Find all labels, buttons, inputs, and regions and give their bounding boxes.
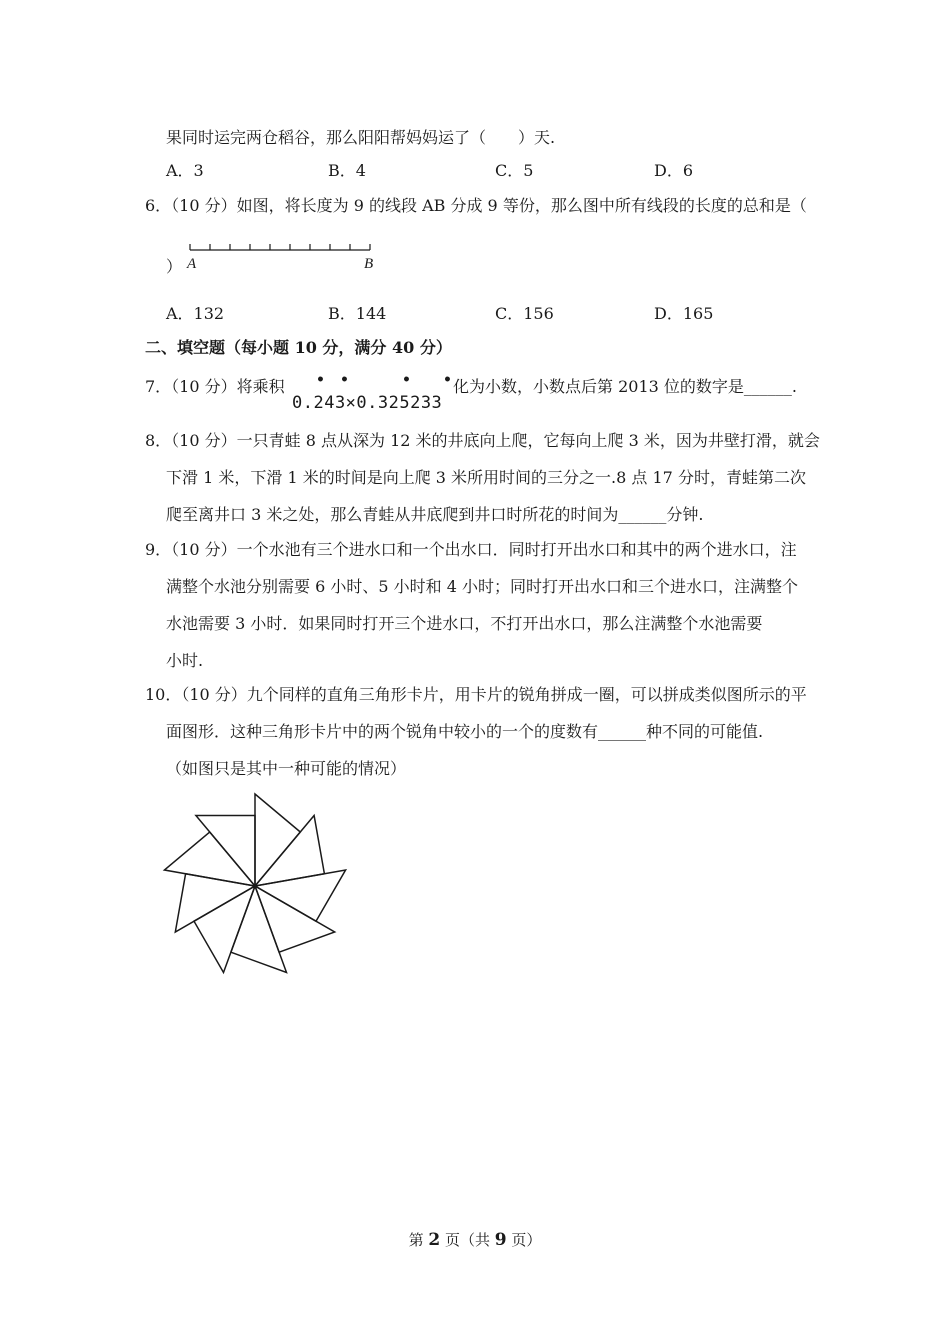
section-2-heading: 二、填空题（每小题 10 分，满分 40 分） <box>145 338 452 357</box>
q5-option-d[interactable]: D．6 <box>654 161 694 180</box>
q7-prefix: 7．（10 分）将乘积 <box>145 377 285 396</box>
pinwheel-triangle <box>194 886 255 973</box>
q6-option-b[interactable]: B．144 <box>328 304 387 323</box>
q6-option-a[interactable]: A．132 <box>166 304 225 323</box>
pinwheel-triangle <box>255 870 346 921</box>
footer-total-pages: 9 <box>494 1230 507 1250</box>
q10-line-1: 10．（10 分）九个同样的直角三角形卡片，用卡片的锐角拼成一圈，可以拼成类似图所示的平 <box>145 685 807 704</box>
repeat-dot: • <box>316 372 325 388</box>
pinwheel-triangle <box>196 816 255 887</box>
q5-option-a[interactable]: A．3 <box>166 161 204 180</box>
q10-line-3: （如图只是其中一种可能的情况） <box>166 759 407 778</box>
q5-option-c[interactable]: C．5 <box>495 161 534 180</box>
pinwheel-figure <box>160 790 360 990</box>
point-a-label: A <box>187 256 197 272</box>
segment-ab-figure <box>185 240 385 274</box>
point-b-label: B <box>364 256 374 272</box>
q7-suffix: 化为小数，小数点后第 2013 位的数字是______. <box>453 377 797 396</box>
q8-line-1: 8．（10 分）一只青蛙 8 点从深为 12 米的井底向上爬，它每向上爬 3 米，因为井壁打滑，就会 <box>145 431 820 450</box>
q10-line-2: 面图形．这种三角形卡片中的两个锐角中较小的一个的度数有______种不同的可能值. <box>166 722 764 741</box>
q5-continuation: 果同时运完两仓稻谷，那么阳阳帮妈妈运了（ ）天. <box>166 128 556 147</box>
pinwheel-triangles <box>164 794 345 973</box>
footer-middle: 页（共 <box>444 1231 490 1249</box>
q6-option-d[interactable]: D．165 <box>654 304 714 323</box>
q9-line-4: 小时. <box>166 651 204 670</box>
q6-option-c[interactable]: C．156 <box>495 304 554 323</box>
repeat-dot: • <box>402 372 411 388</box>
q7-expression: 0.243×0.325233 <box>292 393 443 413</box>
q5-option-b[interactable]: B．4 <box>328 161 366 180</box>
segment-ticks <box>190 244 370 250</box>
footer-page-number: 2 <box>428 1230 441 1250</box>
q6-text: 6．（10 分）如图，将长度为 9 的线段 AB 分成 9 等份，那么图中所有线段的长度的总和是（ <box>145 196 807 215</box>
repeat-dot: • <box>340 372 349 388</box>
repeat-dot: • <box>443 372 452 388</box>
page-footer <box>0 1229 950 1250</box>
footer-suffix: 页） <box>511 1231 542 1249</box>
q9-line-2: 满整个水池分别需要 6 小时、5 小时和 4 小时；同时打开出水口和三个进水口，注满整个 <box>166 577 798 596</box>
pinwheel-triangle <box>175 874 255 932</box>
q9-line-3: 水池需要 3 小时．如果同时打开三个进水口，不打开出水口，那么注满整个水池需要 <box>166 614 763 633</box>
q8-line-2: 下滑 1 米，下滑 1 米的时间是向上爬 3 米所用时间的三分之一.8 点 17 分时，青蛙第二次 <box>166 468 806 487</box>
q6-close-paren: ） <box>166 257 183 276</box>
footer-prefix: 第 <box>408 1231 424 1249</box>
pinwheel-triangle <box>164 832 255 886</box>
q9-line-1: 9．（10 分）一个水池有三个进水口和一个出水口．同时打开出水口和其中的两个进水口，注 <box>145 540 797 559</box>
q8-line-3: 爬至离井口 3 米之处，那么青蛙从井底爬到井口时所花的时间为______分钟. <box>166 505 704 524</box>
